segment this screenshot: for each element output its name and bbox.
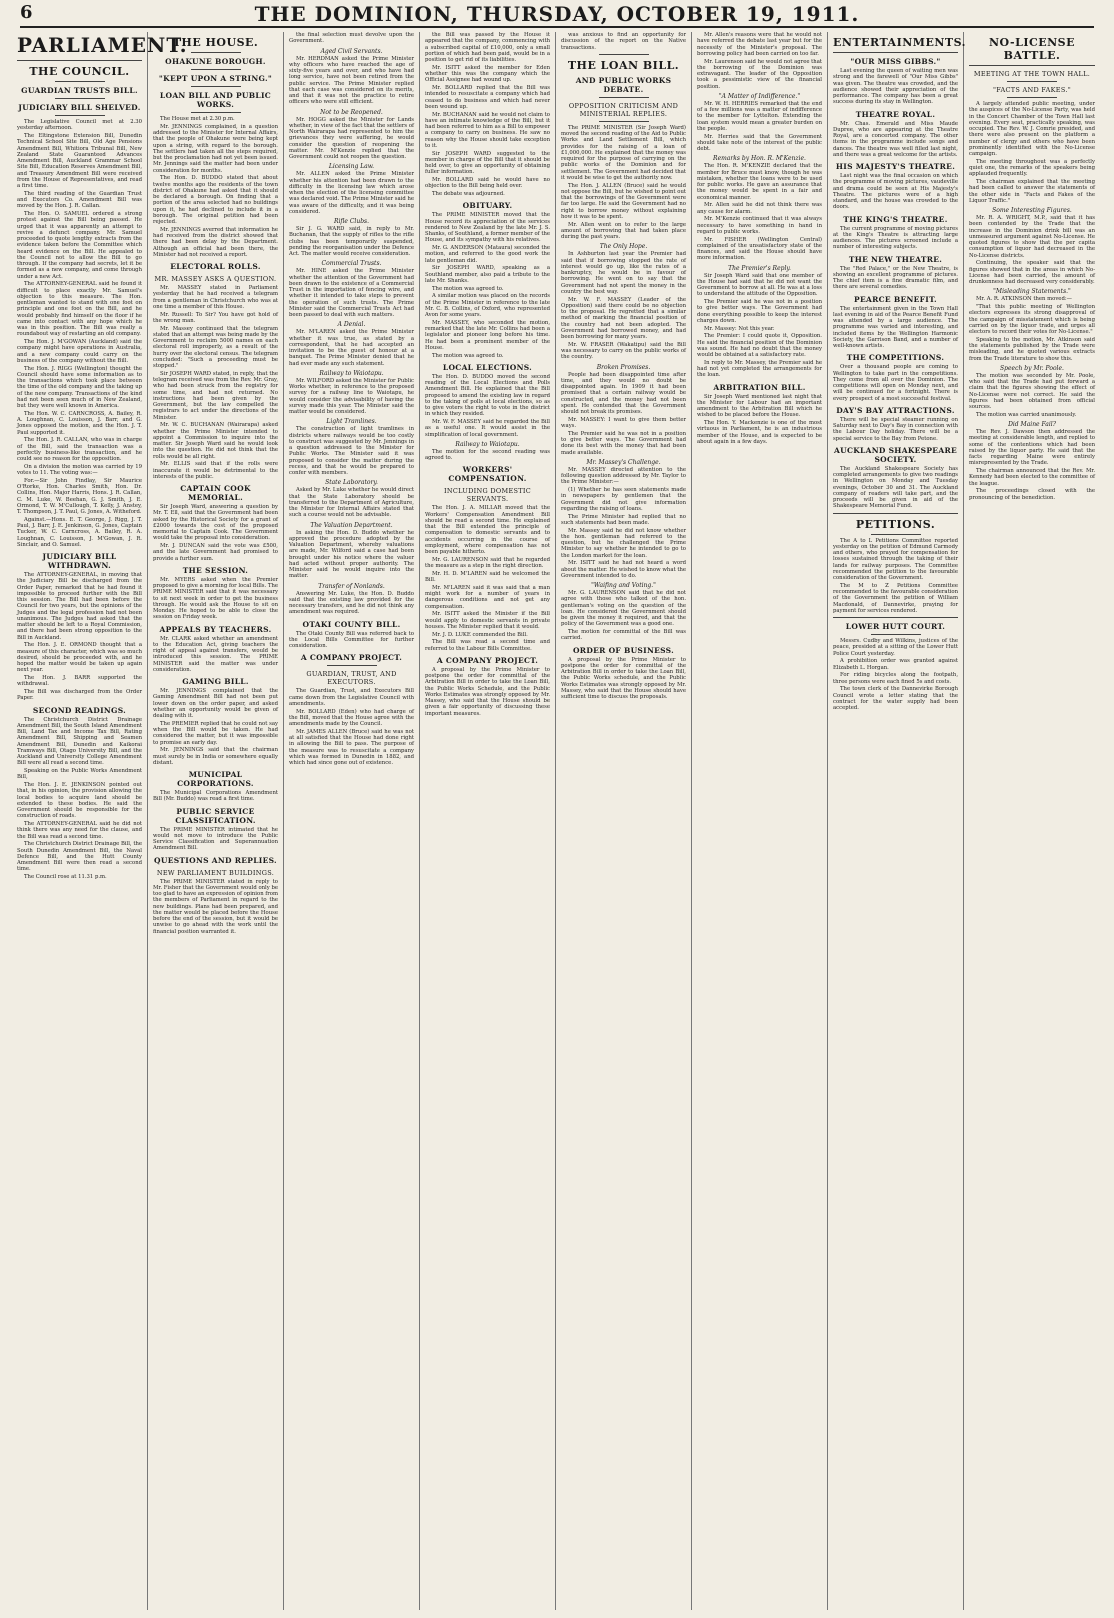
headline: AUCKLAND SHAKESPEARE SOCIETY.	[833, 445, 957, 464]
paragraph: The debate was adjourned.	[432, 191, 505, 197]
paragraph: The Hon. D. BUDDO moved the second reading of the Local Elections and Polls Amendment Bill. He explained that the Bill proposed to amend the existing law in regard to the taking of polls at local elections, so as to give voters the right to vote in the district in which they resided.	[425, 373, 550, 418]
paragraph: Last evening the queen of waiting men was strong and the farewell of "Our Miss Gibbs" was given. The theatre was crowded, and the audience showed their appreciation of the performance. The company has been a great success during its stay in Wellington.	[833, 68, 958, 106]
paragraph: Mr. FISHER (Wellington Central) complained of the unsatisfactory state of the finances, and said the House should have more information.	[697, 236, 822, 262]
divider	[327, 665, 377, 666]
divider	[191, 69, 241, 70]
subheadline: MEETING AT THE TOWN HALL.	[973, 70, 1091, 78]
paragraph: The Bill was discharged from the Order Paper.	[17, 689, 142, 702]
paragraph: Mr. BOLLARD said he would have no objection to the Bill being held over.	[425, 177, 550, 190]
subheadline: "FACTS AND FAKES."	[992, 86, 1072, 94]
paragraph: The PRIME MINISTER stated in reply to Mr. Fisher that the Government would only be too glad to have an expression of opinion from the members of Parliament in regard to the new buildings. Plans had been prepared, and the matter would be placed before the House before the end of the session, but it would be unwise to go ahead with the work until the financial position warranted it.	[153, 878, 278, 935]
paragraph: Speaking to the motion, Mr. Atkinson said the statements published by the Trade were misleading, and he quoted various extracts from the Trade literature to show this.	[969, 336, 1095, 362]
paragraph: The Premier said he was not in a position to give better ways. The Government had done its best with the money that had been made available.	[561, 430, 686, 456]
paragraph: Mr. HOGG asked the Minister for Lands whether, in view of the fact that the settlers of North Wairarapa had represented to him the grievances they were suffering, he would consider the question of reopening the matter. Mr. M'Kenzie replied that the Government could not reopen the question.	[289, 116, 414, 160]
headline: THE SESSION.	[182, 565, 249, 575]
paragraph: Mr. Chas. Emerald and Miss Maude Dupree, who are appearing at the Theatre Royal, are a concerted company. The other items in the programme include songs and dances. The theatre was well filled last night, and there was a great welcome for the artists.	[833, 120, 958, 158]
paragraph: Mr. H. D. M'LAREN said he welcomed the Bill.	[425, 570, 550, 583]
subheadline: A Denial.	[337, 321, 366, 329]
subheadline: Remarks by Hon. R. M'Kenzie.	[713, 155, 806, 163]
paragraph: A prohibition order was granted against Elizabeth L. Horgan.	[833, 658, 958, 671]
paragraph: The Hon. J. BARR supported the withdrawal.	[17, 675, 142, 688]
paragraph: The motion for the second reading was agreed to.	[425, 448, 550, 461]
paragraph: The Hon. W. C. CARNCROSS, A. Bailey, R. A. Loughnan, C. Louisson, J. Barr, and G. Jones opposed the motion, and the Hon. J. T. Paul supported it.	[17, 410, 142, 436]
paragraph: The Bill was read a second time and referred to the Labour Bills Committee.	[425, 639, 550, 652]
divider	[833, 513, 958, 514]
paragraph: A proposal by the Prime Minister to postpone the order for committal of the Arbitration Bill in order to take the Loan Bill, the Public Works schedule, and the Public Works Estimates was strongly opposed by Mr. Massey, who said that the House should have sufficient time to discuss the proposals.	[561, 656, 686, 700]
subheadline: Some Interesting Figures.	[992, 207, 1072, 214]
paragraph: the final selection must devolve upon the Government.	[289, 32, 414, 45]
headline: OTAKI COUNTY BILL.	[302, 619, 401, 629]
divider	[55, 115, 105, 116]
divider	[191, 112, 241, 113]
paragraph: Sir JOSEPH WARD stated, in reply, that the telegram received was from the Rev. Mr. Gray, who had been struck from the registry for some time, and had not returned. No instructions had been given by the Government, but the law compelled the registrars to act under the directions of the Minister.	[153, 370, 278, 421]
headline: LOWER HUTT COURT.	[845, 622, 946, 631]
paragraph: The Christchurch District Drainage Bill, the South Dunedin Amendment Bill, the Naval Defence Bill, and the Hutt County Amendment Bill were then read a second time.	[17, 841, 142, 873]
paragraph: On a division the motion was carried by 19 votes to 11. The voting was:—	[17, 463, 142, 476]
subheadline: The Premier's Reply.	[728, 264, 791, 272]
headline: DAY'S BAY ATTRACTIONS.	[836, 405, 955, 415]
paragraph: Mr. M'Kenzie continued that it was always necessary to have something in hand in regard to public works.	[697, 216, 822, 235]
subheadline: OPPOSITION CRITICISM AND MINISTERIAL REPLIES.	[568, 101, 679, 118]
paragraph: The Otaki County Bill was referred back to the Local Bills Committee for further consideration.	[289, 630, 414, 649]
subheadline: "Misleading Statements."	[993, 288, 1071, 296]
headline: APPEALS BY TEACHERS.	[159, 624, 272, 634]
headline: QUESTIONS AND REPLIES.	[154, 855, 277, 865]
headline: SECOND READINGS.	[32, 705, 127, 715]
subheadline: Commercial Trusts.	[321, 260, 382, 268]
paragraph: Mr. Laurenson said he would not agree that the borrowing of the Dominion was extravagant. The leader of the Opposition took a pessimistic view of the financial position.	[697, 58, 822, 90]
headline: CAPTAIN COOK MEMORIAL.	[180, 484, 251, 502]
column-4	[420, 32, 556, 1610]
paragraph: Continuing, the speaker said that the figures showed that in the areas in which No-License had been carried, the amount of drunkenness had decreased very considerably.	[969, 260, 1095, 285]
divider	[599, 97, 649, 98]
paragraph: Over a thousand people are coming to Wellington to take part in the competitions. They come from all over the Dominion. The competitions will open on Monday next, and will be continued for a fortnight. There is every prospect of a most successful festival.	[833, 364, 958, 402]
paragraph: The Hon. J. M'GOWAN (Auckland) said the company might have operations in Australia, and a new company could carry on the business of the company without the Bill.	[17, 339, 142, 364]
divider	[1007, 81, 1057, 82]
subheadline: Rifle Clubs.	[333, 218, 370, 225]
paragraph: The entertainment given in the Town Hall last evening in aid of the Pearce Benefit Fund was attended by a large audience. The programme was varied and interesting, and included items by the Wellington Harmonic Society, the Garrison Band, and a number of well-known artists.	[833, 305, 958, 349]
paragraph: In Ashburton last year the Premier had said that if borrowing stopped the rate of interest would go up, like the rates of a bankruptcy, he would be in favour of borrowing. He went on to say that the Government had not spent the money in the country the best way.	[561, 251, 686, 295]
paragraph: The Hon. O. SAMUEL ordered a strong protest against the Bill being passed. He urged that it was apparently an attempt to revive a defunct company. Mr. Samuel proceeded to quote lengthy extracts from the evidence taken before the Committee which heard evidence on the Bill. He appealed to the Council not to allow the Bill to go through. If the company had secrets, let it be formed as a new company, and come through under a new Act.	[17, 211, 142, 280]
paragraph: Mr. Massey continued that the telegram stated that an attempt was being made by the Government to reclaim 5000 names on each electoral roll improperly, as a result of the hurry over the electoral census. The telegram concluded: "Such a proceeding must be stopped."	[153, 325, 278, 369]
headline: WORKERS' COMPENSATION.	[448, 465, 527, 484]
paragraph: Mr. Massey: Not this year.	[704, 325, 775, 332]
section-title-no-license: NO-LICENSE BATTLE.	[988, 36, 1075, 62]
headline: A COMPANY PROJECT.	[300, 653, 403, 663]
page-number: 6	[20, 2, 33, 23]
subheadline: MR. MASSEY ASKS A QUESTION.	[154, 275, 277, 283]
paragraph: The Hon. J. E. JENKINSON pointed out that, in his opinion, the provision allowing the local bodies to acquire land should be extended to these bodies. He said the Government should be responsible for the construction of roads.	[17, 782, 142, 820]
paragraph: The House met at 2.30 p.m.	[160, 116, 235, 122]
paragraph: Mr. M'LAREN said it was said that a man might work for a number of years in dangerous conditions and not get any compensation.	[425, 584, 550, 610]
paragraph: The Premier said he was not in a position to give better ways. The Government had done everything possible to keep the interest charges down.	[697, 299, 822, 324]
paragraph: The Council rose at 11.31 p.m.	[24, 874, 107, 880]
paragraph: The meeting throughout was a perfectly quiet one, the remarks of the speakers being applauded frequently.	[969, 158, 1095, 178]
paragraph: Mr. JENNINGS complained, in a question addressed to the Minister for Internal Affairs, that the people of Ohakune were being kept upon a string, with regard to the borough. The settlers had taken all the steps required, but the proclamation had not yet been issued. Mr. Jennings said the matter had been under consideration for months.	[153, 123, 278, 174]
headline: THE KING'S THEATRE.	[843, 214, 948, 224]
headline: OBITUARY.	[462, 201, 513, 211]
paragraph: Mr. MASSEY: I want to give them better ways.	[561, 416, 686, 429]
subheadline: "A Matter of Indifference."	[718, 92, 801, 100]
paragraph: Sir Joseph Ward mentioned last night that the Minister for Labour had an important amendment to the Arbitration Bill which he wished to be placed before the House.	[697, 393, 822, 419]
paragraph: The chairman explained that the meeting had been called to answer the statements of the other side in "Facts and Fakes of the Liquor Traffic."	[969, 179, 1095, 204]
paragraph: The ATTORNEY-GENERAL, in moving that the Judiciary Bill be discharged from the Order Paper, remarked that he had found it impossible to proceed further with the Bill this session. The Bill had been before the Council for two years, but the opinions of the Judges and the legal profession had not been unanimous. The Judges had asked that the matter should be left to a Royal Commission, and there had been strong opposition to the Bill in Auckland.	[17, 572, 142, 641]
paragraph: Mr. ALLEN asked the Prime Minister whether his attention had been drawn to the difficulty in the licensing law which arose when the election of the licensing committee was declared void. The Prime Minister said he was aware of the difficulty, and it was being considered.	[289, 171, 414, 215]
paragraph: The Hon. J. E. ORMOND thought that a measure of this character, which was so much desired, should be proceeded with, and he hoped the matter would be taken up again next year.	[17, 642, 142, 674]
paragraph: was anxious to find an opportunity for discussion of the report on the Native transactions.	[561, 32, 686, 51]
paragraph: Mr. Allen said he did not think there was any cause for alarm.	[697, 202, 822, 215]
paragraph: the Bill was passed by the House it appeared that the company, commencing with a subscribed capital of £10,000, only a small portion of which had been paid, would be in a position to get rid of its liabilities.	[425, 32, 550, 63]
divider	[833, 617, 958, 618]
headline: THE NEW THEATRE.	[848, 254, 943, 264]
divider	[55, 98, 105, 99]
subheadline: The Only Hope.	[599, 243, 648, 251]
masthead	[20, 2, 1094, 28]
paragraph: Sir JOSEPH WARD, speaking as a Southland member, also paid a tribute to the late Mr. Shanks.	[425, 265, 550, 284]
paragraph: Speaking on the Public Works Amendment Bill,	[17, 768, 142, 781]
paragraph: The Hon. D. BUDDO stated that about twelve months ago the residents of the town district of Ohakune had asked that it should be declared a borough. On finding that a portion of the area selected had no buildings upon it, he had declined to include it in a borough. The original petition had been rejected.	[153, 175, 278, 225]
column-5	[556, 32, 692, 1610]
paragraph: Asked by Mr. Luke whether he would direct that the State Laboratory should be transferred to the Department of Agriculture, the Minister for Internal Affairs stated that such a course would not be advisable.	[289, 487, 414, 519]
paragraph: Mr. W. C. BUCHANAN (Wairarapa) asked whether the Prime Minister intended to appoint a Commission to inquire into the matter. Sir Joseph Ward said he would look into the question. He did not think that the rolls would be all right.	[153, 422, 278, 460]
paragraph: A similar motion was placed on the records of the Prime Minister in reference to the late Mr. C. B. Collins, of Oxford, who represented Avon for some years.	[425, 293, 550, 318]
paragraph: The Guardian, Trust, and Executors Bill came down from the Legislative Council with amendments.	[289, 688, 414, 707]
paragraph: The Eltingstone Extension Bill, Dunedin Technical School Site Bill, Old Age Pensions Amendment Bill, Whitiora Tribunal Bill, New Zealand State Guaranteed Advances Amendment Bill, Auckland Grammar School Site Bill, Education Reserves Amendment Bill, and Treasury Amendment Bill were received from the House of Representatives, and read a first time.	[17, 133, 142, 189]
paragraph: Mr. ISITT asked the Minister if the Bill would apply to domestic servants in private houses. The Minister replied that it would.	[425, 611, 550, 630]
paragraph: The PRIME MINISTER (Sir Joseph Ward) moved the second reading of the Aid to Public Works and Land Settlement Bill, which provides for the raising of a loan of £1,000,000. He explained that the money was required for the purpose of carrying on the public works of the Dominion and for settlement. The Government had decided that it would be wise to get the authority now.	[561, 124, 686, 181]
paragraph: The PREMIER replied that he could not say when the Bill would be taken. He had considered the matter, but it was impossible to promise an early day.	[153, 720, 278, 746]
column-2	[148, 32, 284, 1610]
divider	[871, 534, 921, 535]
subheadline: Mr. Massey's Challenge.	[586, 458, 661, 466]
headline: "OUR MISS GIBBS."	[850, 57, 941, 66]
column-3	[284, 32, 420, 1610]
column-6	[692, 32, 828, 1610]
paragraph: The construction of light tramlines in districts where railways would be too costly to construct was suggested by Mr. Jennings in a question addressed to the Minister for Public Works. The Minister said it was proposed to consider the matter during the recess, and that he would be prepared to confer with members.	[289, 426, 414, 476]
paragraph: Mr. MASSEY stated in Parliament yesterday that he had received a telegram from a gentleman in Christchurch who was at one time a member of this House.	[153, 285, 278, 310]
paragraph: The Prime Minister had replied that no such statements had been made.	[561, 513, 686, 526]
headline: PETITIONS.	[855, 517, 936, 531]
paragraph: Mr. ISITT asked the member for Eden whether this was the company which the Official Assignee had wound up.	[425, 64, 550, 84]
paragraph: Mr. W. F. MASSEY (Leader of the Opposition) said there could be no objection to the proposal. He regretted that a similar method of marking the financial position of the country had not been adopted. The Government had borrowed money, and had been borrowing for many years.	[561, 296, 686, 340]
column-1	[12, 32, 188, 1610]
paragraph: Mr. Allen went on to refer to the large amount of borrowing that had taken place during the past years.	[561, 221, 686, 240]
paragraph: Mr. Russell: To Sir? You have got hold of the wrong man.	[153, 311, 278, 324]
paragraph: Answering Mr. Luke, the Hon. D. Buddo said that the existing law provided for the necessary transfers, and he did not think any amendment was required.	[289, 590, 414, 616]
paragraph: Mr. JAMES ALLEN (Bruce) said he was not at all satisfied that the House had done right in allowing the Bill to pass. The purpose of the measure was to resuscitate a company which was formed in Dunedin in 1882, and which had since gone out of existence.	[289, 728, 414, 766]
paragraph: The Premier: I could quote it, Opposition. He said the financial position of the Dominion was sound. He had no doubt that the money would be obtained at a satisfactory rate.	[697, 333, 822, 358]
paragraph: The chairman announced that the Rev. Mr. Kennedy had been elected to the committee of the league.	[969, 468, 1095, 487]
column-7	[828, 32, 964, 1610]
paragraph: Mr. HINE asked the Prime Minister whether the attention of the Government had been drawn to the existence of a Commercial Trust in the importation of fencing wire, and whether it intended to take steps to prevent the operation of such trusts. The Prime Minister said the Commercial Trusts Act had been passed to deal with such matters.	[289, 268, 414, 318]
paragraph: The Hon. Y. Mackenzie is one of the most virtuous in Parliament, he is an industrious member of the House, and is expected to be about again in a few days.	[697, 420, 822, 445]
paragraph: Mr. R. A. WRIGHT, M.P., said that it has been contended by the Trade that the increase in the Dominion drink bill was an unmeasured argument against No-License. He quoted figures to show that the per capita consumption of liquor had decreased in the No-License districts.	[969, 215, 1095, 259]
headline: HIS MAJESTY'S THEATRE.	[835, 162, 956, 171]
paragraph: Sir J. G. WARD said, in reply to Mr. Buchanan, that the supply of rifles to the rifle clubs has been temporarily suspended, pending the reorganisation under the Defence Act. The matter would receive consideration.	[289, 226, 414, 257]
subheadline: Did Maine Fail?	[1008, 421, 1056, 428]
paragraph: In asking the Hon. D. Buddo whether he approved the procedure adopted by the Valuation Department, whereby valuations are made, Mr. Wilford said a case had been brought under his notice where the valuer had acted without proper authority. The Minister said he would inquire into the matter.	[289, 529, 414, 580]
paragraph: For riding bicycles along the footpath, three persons were each fined 5s and costs.	[833, 672, 958, 685]
paragraph: Against.—Hons. E. T. George, J. Rigg, J. T. Paul, J. Barr, J. E. Jenkinson, G. Jones, Captain Tucker, W. C. Carncross, A. Bailey, R. A. Loughnan, C. Louisson, J. M'Gowan, J. R. Sinclair, and O. Samuel.	[17, 516, 142, 548]
paragraph: The motion for committal of the Bill was carried.	[561, 629, 686, 642]
paragraph: The M to Z Petitions Committee recommended to the favourable consideration of the Government the petition of William Macdonald, of Dannevirke, praying for payment for services rendered.	[833, 582, 958, 614]
paragraph: Sir Joseph Ward, answering a question by Mr. T. Ell, said that the Government had been asked by the Historical Society for a grant of £2000 towards the cost of the proposed memorial to Captain Cook. The Government would take the proposal into consideration.	[153, 504, 278, 542]
subheadline: Speech by Mr. Poole.	[1000, 364, 1064, 372]
headline: THE COUNCIL.	[29, 65, 130, 78]
paragraph: Mr. BOLLARD replied that the Bill was intended to resuscitate a company which had ceased to do business and which had never been wound up.	[425, 85, 550, 110]
paragraph: Mr. M'LAREN asked the Prime Minister whether it was true, as stated by a correspondent, that he had accepted an invitation to be the guest of honour at a banquet. The Prime Minister denied that he had ever made any such statement.	[289, 329, 414, 367]
subheadline: Railway to Waiotapu.	[455, 440, 520, 448]
paragraph: Mr. WILFORD asked the Minister for Public Works whether, in reference to the proposed survey for a railway line to Waiotapu, he would consider the advisability of having the survey made this year. The Minister said the matter would be considered.	[289, 377, 414, 415]
paragraph: Mr. W. H. HERRIES remarked that the end of a few millions was a matter of indifference to the member for Lyttelton. Extending the loan system would mean a greater burden on the people.	[697, 100, 822, 132]
paragraph: Mr. Herries said that the Government should take note of the interest of the public debt.	[697, 133, 822, 152]
subheadline: GUARDIAN, TRUST, AND EXECUTORS.	[306, 670, 397, 687]
paragraph: The Christchurch District Drainage Amendment Bill, the South Island Amendment Bill, Land Tax and Income Tax Bill, Rating Amendment Bill, Shipping and Seamen Amendment Bill, Dunedin and Kaikorai Tramways Bill, Otago University Bill, and the Auckland and University College Amendment Bill were all read a second time.	[17, 716, 142, 767]
paragraph: The town clerk of the Dannevirke Borough Council wrote a letter stating that the contract for the water supply had been accepted.	[833, 686, 958, 711]
paragraph: (1) Whether he has seen statements made in newspapers by gentlemen that the Government did not give information regarding the raising of loans.	[561, 487, 686, 512]
divider	[191, 86, 241, 87]
headline: LOAN BILL AND PUBLIC WORKS.	[159, 91, 272, 109]
subheadline: Broken Promises.	[596, 363, 651, 371]
paragraph: The Auckland Shakespeare Society has completed arrangements to give two readings in Wellington on Monday and Tuesday evenings, October 30 and 31. The Auckland company of readers will take part, and the proceeds will be given in aid of the Shakespeare Memorial Fund.	[833, 465, 958, 510]
paragraph: Mr. HERDMAN asked the Prime Minister why officers who have reached the age of sixty-five years and over, and who have had long service, have not been retired from the public service. The Prime Minister replied that each case was considered on its merits, and that it was not the practice to retire officers who were still efficient.	[289, 55, 414, 106]
paragraph: For.—Sir John Findlay, Sir Maurice O'Rorke, Hon. Charles Smith, Hon. Dr. Collins, Hon. Major Harris, Hons. J. R. Callan, C. M. Luke, W. Beehan, G. J. Smith, J. E. Ormond, T. W. M'Cullough, T. Kelly, J. Anstey, T. Thompson, J. T. Paul, G. Jones, A. Witheford.	[17, 477, 142, 515]
paragraph: Mr. A. R. ATKINSON then moved:—	[976, 296, 1072, 303]
subheadline: NEW PARLIAMENT BUILDINGS.	[156, 868, 275, 877]
subheadline: Not to be Reopened.	[320, 108, 383, 116]
subheadline: Aged Civil Servants.	[320, 47, 383, 55]
paragraph: Mr. MASSEY, who seconded the motion, remarked that the late Mr. Collins had been a legislator and pioneer long before his time. He had been a prominent member of the House.	[425, 319, 550, 351]
headline: ORDER OF BUSINESS.	[572, 645, 675, 655]
headline: PEARCE BENEFIT.	[854, 294, 937, 304]
paragraph: People had been disappointed time after time, and they would no doubt be disappointed again. In 1909 it had been promised that a certain railway would be constructed, and the money had not been spent. He contended that the Government should not break its promises.	[561, 371, 686, 415]
paragraph: The Hon. R. M'KENZIE declared that the member for Bruce must know, though he was mistaken, whether the loans were to be used for public works. He gave an assurance that the money would be spent in a fair and economical manner.	[697, 163, 822, 201]
headline: MUNICIPAL CORPORATIONS.	[177, 770, 254, 788]
headline: GUARDIAN TRUSTS BILL.	[21, 86, 138, 95]
subheadline: Transfer of Nonlands.	[318, 582, 385, 590]
masthead-title: THE DOMINION, THURSDAY, OCTOBER 19, 1911.	[254, 2, 860, 26]
divider	[55, 81, 105, 82]
paragraph: The ATTORNEY-GENERAL said he found it difficult to place exactly Mr. Samuel's objection to this measure. The Hon. gentleman wanted to stand with one foot on principle and one foot on the Bill, and he would probably find himself on the floor if he came into contact with any hope which he was in this position. The Bill was really a roundabout way of restarting an old company.	[17, 281, 142, 338]
paragraph: Last night was the final occasion on which the programme of moving pictures, vaudeville and drama could be seen at His Majesty's Theatre. The pictures were of a high standard, and the house was crowded to the doors.	[833, 173, 958, 211]
paragraph: Mr. ISITT said he had not heard a word about the matter. He wished to know what the Government intended to do.	[561, 560, 686, 579]
divider	[599, 121, 649, 122]
headline: THE COMPETITIONS.	[846, 353, 945, 363]
divider	[599, 54, 649, 55]
paragraph: Mr. W. F. MASSEY said he regarded the Bill as a useful one. It would assist in the simplification of local government.	[425, 419, 550, 438]
paragraph: The Hon. J. A. MILLAR moved that the Workers' Compensation Amendment Bill should be read a second time. He explained that the Bill extended the principle of compensation to domestic servants and to accidents occurring in the course of employment, where compensation has not been payable hitherto.	[425, 505, 550, 555]
paragraph: Mr. Massey said he did not know whether the hon. gentleman had referred to the question, but he challenged the Prime Minister to say whether he intended to go to the London market for the loan.	[561, 527, 686, 559]
paragraph: The motion was agreed to.	[432, 285, 504, 292]
columns	[12, 32, 1102, 1610]
paragraph: The Rev. J. Dawson then addressed the meeting at considerable length, and replied to some of the contentions which had been raised by the liquor party. He said that the facts regarding Maine were entirely misrepresented by the Trade.	[969, 429, 1095, 467]
paragraph: A proposal by the Prime Minister to postpone the order for committal of the Arbitration Bill in order to take the Loan Bill, the Public Works Schedule, and the Public Works Estimates was strongly opposed by Mr. Massey, who said that the House should be given a fair opportunity of discussing these important measures.	[425, 666, 550, 717]
paragraph: Mr. CLARK asked whether an amendment to the Education Act, giving teachers the right of appeal against transfers, would be introduced this session. The PRIME MINISTER said the matter was under consideration.	[153, 635, 278, 673]
paragraph: The current programme of moving pictures at the King's Theatre is attracting large audiences. The pictures screened include a number of interesting subjects.	[833, 225, 958, 251]
subheadline: Railway to Waiotapu.	[319, 369, 384, 377]
subheadline: INCLUDING DOMESTIC SERVANTS.	[443, 487, 532, 504]
paragraph: Mr. BOLLARD (Eden) who had charge of the Bill, moved that the House agree with the amendments made by the Council.	[289, 708, 414, 727]
paragraph: Mr. MASSEY directed attention to the following question addressed by Mr. Taylor to the Prime Minister:—	[561, 466, 686, 486]
paragraph: The A to L Petitions Committee reported yesterday on the petition of Edmund Carmody and others, who prayed for compensation for losses sustained through the taking of their lands for railway purposes. The Committee recommended the petition to the favourable consideration of the Government.	[833, 537, 958, 581]
paragraph: Mr. BUCHANAN said he would not claim to have an intimate knowledge of the Bill, but it had been referred to him as a Bill to empower a company to carry on business. He saw no reason why the House should take exception to it.	[425, 111, 550, 149]
subheadline: Licensing Law.	[328, 163, 375, 171]
divider	[17, 60, 142, 61]
paragraph: Sir JOSEPH WARD suggested to the member in charge of the Bill that it should be held over, to give an opportunity of obtaining fuller information.	[425, 150, 550, 176]
paragraph: The PRIME MINISTER moved that the House record its appreciation of the services rendered to New Zealand by the late Mr. J. S. Shanks, of Southland, a former member of the House, and its sympathy with his relatives.	[425, 212, 550, 244]
divider	[969, 65, 1095, 66]
paragraph: The Hon. J. R. CALLAN, who was in charge of the Bill, said the transaction was a perfectly business-like transaction, and he could see no reason for the opposition.	[17, 437, 142, 462]
paragraph: Mr. G. ANDERSON (Mataura) seconded the motion, and referred to the good work the late gentleman did.	[425, 245, 550, 264]
column-8	[964, 32, 1100, 1610]
headline: A COMPANY PROJECT.	[436, 655, 539, 665]
headline: THEATRE ROYAL.	[855, 109, 936, 119]
divider	[833, 52, 958, 53]
headline: GAMING BILL.	[182, 677, 249, 686]
subheadline: Light Tramlines.	[326, 418, 377, 426]
paragraph: Mr. Allen's reasons were that he would not have referred the debate last year but for the necessity of the Minister's proposal. The borrowing policy had been carried on too far.	[697, 32, 822, 57]
section-title-the-house: THE HOUSE.	[172, 36, 259, 49]
paragraph: The proceedings closed with the pronouncing of the benediction.	[969, 488, 1095, 501]
paragraph: The motion was agreed to.	[432, 352, 504, 359]
headline: JUDICIARY BILL SHELVED.	[18, 103, 141, 112]
divider	[871, 634, 921, 635]
paragraph: The motion was seconded by Mr. Poole, who said that the Trade had put forward a claim that the figures showing the effect of No-License were not correct. He said the figures had been obtained from official sources.	[969, 372, 1095, 410]
paragraph: In reply to Mr. Massey, the Premier said he had not yet completed the arrangements for the loan.	[697, 359, 822, 379]
headline: ELECTORAL ROLLS.	[170, 262, 261, 271]
headline: ARBITRATION BILL.	[713, 382, 806, 392]
paragraph: Mr. JENNINGS averred that information he had received from the district showed that there had been delay by the Department. Although an official had been there, the Minister had not received a report.	[153, 226, 278, 258]
paragraph: The PRIME MINISTER intimated that he would not move to introduce the Public Service Classification and Superannuation Amendment Bill.	[153, 826, 278, 852]
headline: "KEPT UPON A STRING."	[158, 74, 273, 83]
subheadline: "Waifing and Voting."	[591, 582, 656, 589]
section-title-entertainments: ENTERTAINMENTS.	[833, 36, 966, 49]
subheadline: State Laboratory.	[325, 479, 378, 487]
paragraph: Mr. J. DUNCAN said the vote was £500, and the late Government had promised to provide a further sum.	[153, 543, 278, 562]
headline: JUDICIARY BILL WITHDRAWN.	[42, 552, 117, 570]
paragraph: Mr. JENNINGS said that the chairman must surely be in India or somewhere equally distant.	[153, 747, 278, 766]
paragraph: The "Red Palace," or the New Theatre, is showing an excellent programme of pictures. The chief item is a fine dramatic film, and there are several comedies.	[833, 265, 958, 291]
paragraph: Mr. G. LAURENSON said that he did not agree with those who talked of the hon. gentleman's voting on the question of the loan. He considered the Government should be given the money it required, and that the policy of the Government was a good one.	[561, 590, 686, 628]
paragraph: Mr. MYERS asked when the Premier proposed to give a morning for local Bills. The PRIME MINISTER said that it was necessary to sit next week in order to get the business through. He would ask the House to sit on Monday. He hoped to be able to close the session on Friday week.	[153, 576, 278, 621]
headline: THE LOAN BILL.	[567, 58, 680, 72]
paragraph: A largely attended public meeting, under the auspices of the No-License Party, was held in the Concert Chamber of the Town Hall last evening. Every seat, practically speaking, was occupied. The Rev. W. J. Comrie presided, and there were also present on the platform a number of clergy and others who have been prominently identified with the No-License campaign.	[969, 101, 1095, 157]
paragraph: The Hon. J. ALLEN (Bruce) said he would not oppose the Bill, but he wished to point out that the borrowings of the Government were far too large. He said the Government had no right to borrow money without explaining how it was to be spent.	[561, 182, 686, 220]
headline: LOCAL ELECTIONS.	[442, 362, 533, 372]
paragraph: Mr. W. FRASER (Wakatipu) said the Bill was necessary to carry on the public works of the country.	[561, 341, 686, 361]
divider	[1007, 97, 1057, 98]
divider	[191, 52, 241, 53]
paragraph: The motion was carried unanimously.	[976, 411, 1077, 418]
paragraph: Mr. G. LAURENSON said that he regarded the measure as a step in the right direction.	[425, 556, 550, 569]
paragraph: Mr. ELLIS said that if the rolls were inaccurate it would be detrimental to the interests of the public.	[153, 461, 278, 480]
paragraph: Mr. J. D. LUKE commended the Bill.	[432, 631, 528, 638]
subheadline: The Valuation Department.	[310, 521, 393, 529]
paragraph: The Municipal Corporations Amendment Bill (Mr. Buddo) was read a first time.	[153, 790, 278, 803]
headline: AND PUBLIC WORKS DEBATE.	[575, 75, 672, 94]
headline: PUBLIC SERVICE CLASSIFICATION.	[175, 806, 256, 825]
paragraph: The Legislative Council met at 2.30 yesterday afternoon.	[17, 119, 142, 132]
paragraph: There will be special steamer running on Saturday next to Day's Bay in connection with the Labour Day holiday. There will be a special service to the Bay from Petone.	[833, 416, 958, 442]
paragraph: Mr. JENNINGS complained that the Gaming Amendment Bill had not been put lower down on the order paper, and asked whether an opportunity would be given of dealing with it.	[153, 688, 278, 719]
paragraph: Sir Joseph Ward said that one member of the House had said that he did not want the Government to borrow at all. He was at a loss to understand the attitude of the Opposition.	[697, 272, 822, 298]
headline: OHAKUNE BOROUGH.	[165, 57, 266, 66]
paragraph: The third reading of the Guardian Trust and Executors Co. Amendment Bill was moved by the Hon. J. R. Callan.	[17, 190, 142, 210]
section-title-parliament: PARLIAMENT.	[17, 33, 188, 57]
paragraph: The ATTORNEY-GENERAL said he did not think there was any need for the clause, and the Bill was read a second time.	[17, 821, 142, 840]
paragraph: "That this public meeting of Wellington electors expresses its strong disapproval of the campaign of misstatement which is being carried on by the liquor trade, and urges all electors to record their votes for No-License."	[969, 304, 1095, 335]
paragraph: Messrs. Cudby and Wilkins, justices of the peace, presided at a sitting of the Lower Hutt Police Court yesterday.	[833, 638, 958, 657]
paragraph: The Hon. J. RIGG (Wellington) thought the Council should have some information as to the transactions which took place between the time of the old company and the taking up of the new company. Transactions of the kind had not been seen much of in New Zealand, but they were well known in America.	[17, 365, 142, 409]
